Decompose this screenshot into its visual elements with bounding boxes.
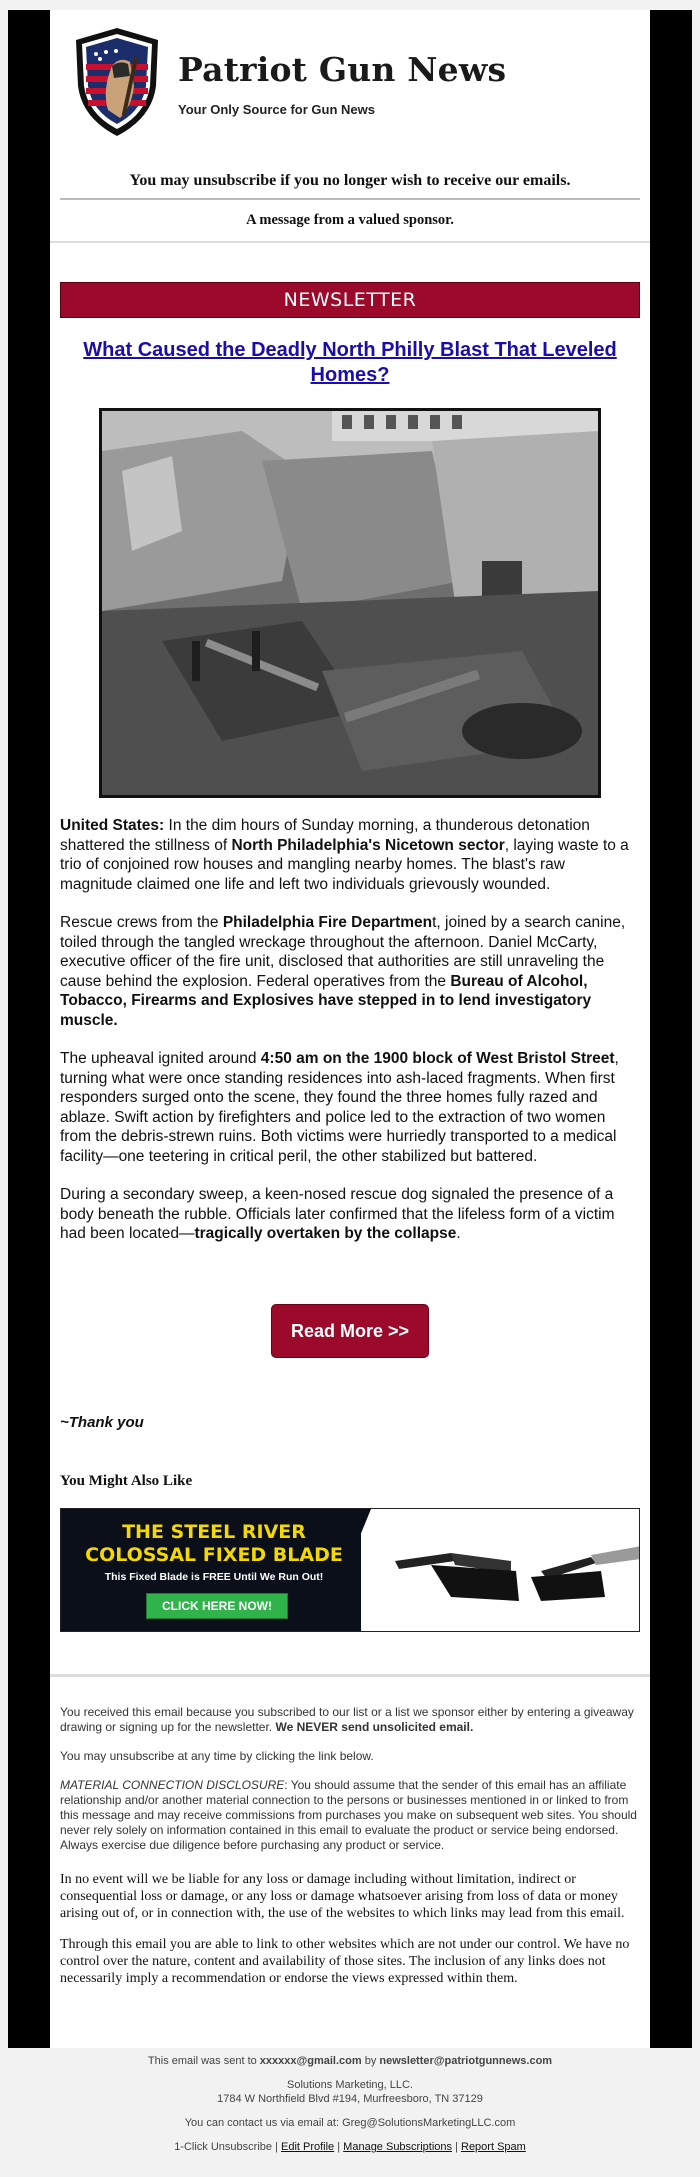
brand-title: Patriot Gun News	[178, 50, 507, 89]
one-click-unsubscribe-label: 1-Click Unsubscribe	[174, 2141, 272, 2153]
fine-print	[60, 1705, 640, 1853]
company-name: Solutions Marketing, LLC.	[287, 2079, 413, 2091]
bold-run: Philadelphia Fire Departmen	[222, 914, 433, 931]
newsletter-banner: NEWSLETTER	[60, 282, 640, 318]
sent-by-prefix: by	[361, 2055, 380, 2067]
text-run: , laying waste to a trio of conjoined row houses and mangling nearby homes. The blast's raw magnitude claimed one life and left two individuals grievously wounded.	[60, 836, 629, 893]
ad-headline	[79, 1521, 349, 1567]
bold-run: tragically overtaken by the collapse	[194, 1225, 457, 1242]
never-unsolicited: We NEVER send unsolicited email.	[275, 1719, 474, 1734]
manage-subscriptions-link[interactable]: Manage Subscriptions	[343, 2141, 453, 2153]
contact-prefix: You can contact us via email at:	[184, 2117, 343, 2129]
unsubscribe-note: You may unsubscribe at any time by clicking the link below.	[60, 1748, 374, 1763]
footer-divider	[50, 1674, 650, 1677]
links-paragraph: Through this email you are able to link to other websites which are not under our control. We have no control over the nature, content and availability of those sites. The inclusion of any links does not necessarily imply a recommendation or endorse the views expressed within them.	[60, 1936, 630, 1986]
separator: |	[272, 2141, 281, 2153]
liability-paragraph: In no event will we be liable for any loss or damage including without limitation, indirect or consequential loss or damage, or any loss or damage whatsoever arising from loss of data or money arising out of, or in connection with, the use of the websites to which links may lead from this email.	[60, 1871, 625, 1921]
text-run: The upheaval ignited around	[60, 1050, 261, 1067]
disclosure-lead: MATERIAL CONNECTION DISCLOSURE	[60, 1777, 285, 1792]
ad-click-button[interactable]: CLICK HERE NOW!	[146, 1593, 288, 1619]
email-footer	[0, 2054, 700, 2164]
report-spam-link[interactable]: Report Spam	[461, 2141, 526, 2153]
email-body	[50, 10, 650, 2048]
unsubscribe-notice: You may unsubscribe if you no longer wish to receive our emails.	[129, 172, 571, 189]
header	[50, 10, 650, 150]
legal-text	[60, 1871, 640, 1987]
sponsor-message: A message from a valued sponsor.	[246, 212, 454, 228]
text-run: t, joined by a search canine, toiled through the tangled wreckage throughout the afternoon. Daniel McCarty, executive officer of the fire unit, disclosed that authorities are still unraveling the cause behind the explosion. Federal operatives from the	[60, 914, 626, 990]
contact-email: Greg@SolutionsMarketingLLC.com	[342, 2117, 516, 2129]
received-text: You received this email because you subscribed to our list or a list we sponsor either by entering a giveaway drawing or signing up for the newsletter.	[60, 1704, 634, 1734]
brand-tagline: Your Only Source for Gun News	[178, 102, 375, 117]
disclosure	[60, 1778, 640, 1853]
received-note	[60, 1705, 640, 1735]
bold-run: North Philadelphia's Nicetown sector	[231, 836, 505, 854]
article-paragraph	[60, 1049, 640, 1166]
article-body	[60, 816, 640, 1244]
text-run: , turning what were once standing residences into ash-laced fragments. When first responders surged onto the scene, they found the three homes fully razed and ablaze. Swift action by firefighters and police led to the extraction of two women from the debris-strewn ruins. Both victims were hurriedly transported to a medical facility—one teetering in critical peril, the other stabilized but battered.	[60, 1050, 619, 1165]
text-run: Rescue crews from the	[60, 914, 223, 931]
text-run: In the dim hours of Sunday morning, a thunderous detonation shattered the stillness of	[60, 817, 590, 854]
thanks-signoff: ~Thank you	[60, 1413, 144, 1431]
sender-email: newsletter@patriotgunnews.com	[379, 2055, 553, 2067]
edit-profile-link[interactable]: Edit Profile	[280, 2141, 335, 2153]
recipient-email: xxxxxx@gmail.com	[259, 2055, 362, 2067]
divider	[60, 198, 640, 200]
sent-prefix: This email was sent to	[147, 2055, 260, 2067]
knife-ad-banner[interactable]	[60, 1508, 640, 1632]
divider	[50, 241, 650, 243]
company-block	[0, 2078, 700, 2106]
ad-line-1: THE STEEL RIVER	[122, 1520, 306, 1543]
company-address: 1784 W Northfield Blvd #194, Murfreesboro, TN 37129	[217, 2093, 483, 2105]
read-more-button[interactable]: Read More >>	[271, 1304, 429, 1358]
ad-subline: This Fixed Blade is FREE Until We Run Out!	[104, 1570, 324, 1583]
bold-run: United States:	[60, 817, 165, 834]
article-paragraph	[60, 913, 640, 1030]
blast-photo[interactable]	[99, 408, 601, 798]
contact-line	[0, 2116, 700, 2130]
article-paragraph	[60, 1185, 640, 1244]
footer-links	[0, 2140, 700, 2154]
cta-wrapper	[50, 1304, 650, 1358]
text-run: During a secondary sweep, a keen-nosed rescue dog signaled the presence of a body beneath the rubble. Officials later confirmed that the lifeless form of a victim had been located—	[60, 1186, 615, 1242]
separator: |	[452, 2141, 461, 2153]
bold-run: 4:50 am on the 1900 block of West Bristol Street	[260, 1050, 615, 1067]
separator: |	[334, 2141, 344, 2153]
bold-run: Bureau of Alcohol, Tobacco, Firearms and Explosives have stepped in to lend investigatory muscle.	[60, 972, 592, 1029]
article-paragraph	[60, 816, 640, 894]
also-like-heading: You Might Also Like	[60, 1472, 193, 1489]
disclosure-text: : You should assume that the sender of this email has an affiliate relationship and/or another material connection to the persons or businesses mentioned in or linked to from this message and may receive commissions from purchases you make on subsequent web sites. You should never rely solely on information contained in this email to evaluate the product or service being endorsed. Always exercise due diligence before purchasing any product or service.	[60, 1777, 637, 1852]
ad-line-2: COLOSSAL FIXED BLADE	[85, 1543, 343, 1566]
text-run: .	[456, 1225, 461, 1242]
article-headline-link[interactable]: What Caused the Deadly North Philly Blast That Leveled Homes?	[83, 339, 617, 386]
shield-logo-icon	[72, 26, 162, 138]
sent-to-line	[0, 2054, 700, 2068]
knife-image-icon	[391, 1531, 640, 1611]
